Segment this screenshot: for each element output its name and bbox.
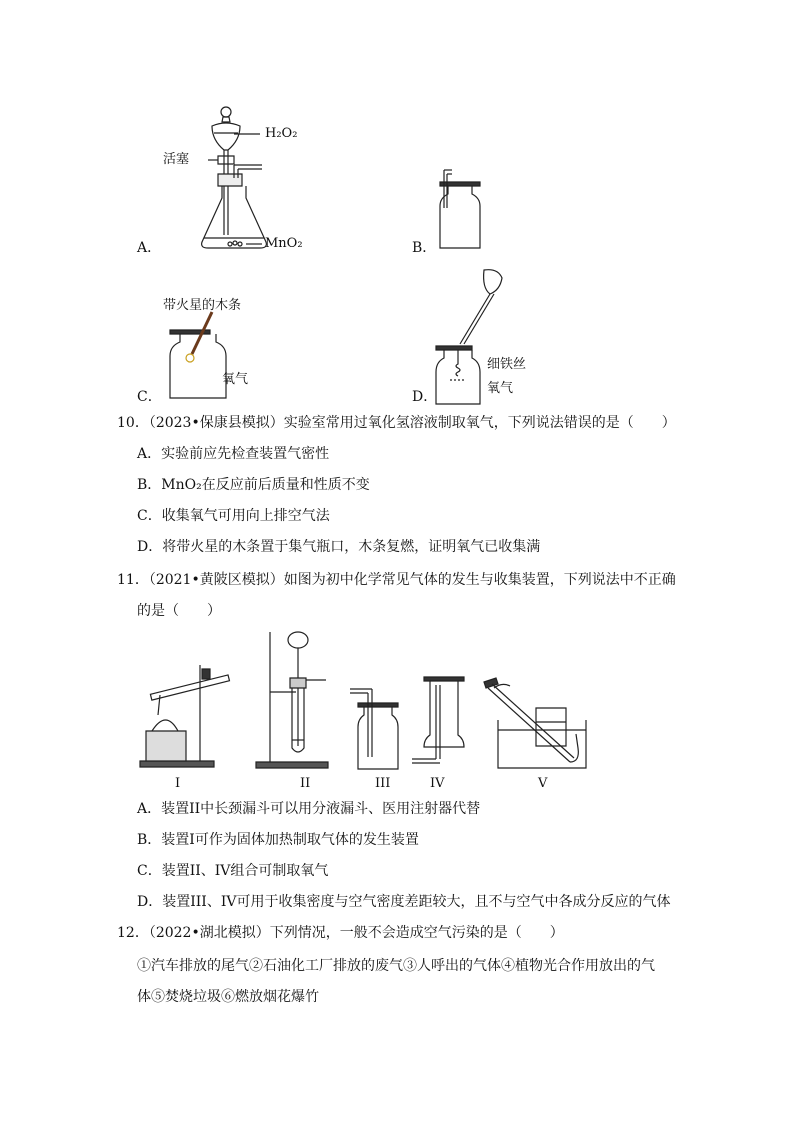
question-stem: 10．（2023•保康县模拟）实验室常用过氧化氢溶液制取氧气，下列说法错误的是（ ） — [117, 415, 676, 431]
option-c: C．收集氧气可用向上排空气法 — [137, 508, 330, 524]
statement-list-line-2: 体⑤焚烧垃圾⑥燃放烟花爆竹 — [137, 989, 319, 1005]
iron-wire-label: 细铁丝 — [487, 357, 527, 372]
apparatus-label-iv: IV — [430, 776, 445, 791]
mno2-label: MnO₂ — [265, 236, 303, 251]
option-b: B．装置I可作为固体加热制取气体的发生装置 — [137, 832, 419, 848]
option-letter-d: D． — [412, 389, 438, 405]
option-letter-a: A． — [137, 240, 162, 256]
apparatus-label-ii: II — [300, 776, 311, 791]
question-stem: 12．（2022•湖北模拟）下列情况，一般不会造成空气污染的是（ ） — [117, 925, 564, 941]
option-b: B．MnO₂在反应前后质量和性质不变 — [137, 477, 370, 493]
oxygen-label-c: 氧气 — [222, 372, 249, 387]
option-letter-b: B． — [412, 240, 437, 256]
option-letter-c: C． — [137, 389, 162, 405]
apparatus-iii-diagram — [346, 685, 406, 773]
splint-label: 带火星的木条 — [163, 298, 242, 313]
option-d: D．将带火星的木条置于集气瓶口，木条复燃，证明氧气已收集满 — [137, 539, 541, 555]
apparatus-label-iii: III — [375, 776, 391, 791]
option-a: A．装置II中长颈漏斗可以用分液漏斗、医用注射器代替 — [137, 801, 481, 817]
question-stem-continued: 的是（ ） — [137, 603, 221, 619]
option-d: D．装置III、IV可用于收集密度与空气密度差距较大，且不与空气中各成分反应的气体 — [137, 894, 671, 910]
splint-bottle-diagram — [168, 310, 248, 402]
gas-bottle-diagram — [430, 168, 490, 253]
option-a: A．实验前应先检查装置气密性 — [137, 446, 330, 462]
oxygen-label-d: 氧气 — [487, 381, 514, 396]
statement-list-line-1: ①汽车排放的尾气②石油化工厂排放的废气③人呼出的气体④植物光合作用放出的气 — [137, 958, 655, 974]
apparatus-i-diagram — [138, 655, 238, 773]
stopcock-label: 活塞 — [163, 152, 190, 167]
apparatus-v-diagram — [470, 678, 600, 773]
apparatus-label-v: V — [538, 776, 548, 791]
apparatus-ii-diagram — [254, 628, 344, 773]
apparatus-iv-diagram — [410, 675, 470, 773]
question-stem: 11．（2021•黄陂区模拟）如图为初中化学常见气体的发生与收集装置，下列说法中不正确 — [117, 572, 676, 588]
h2o2-label: H₂O₂ — [265, 126, 298, 141]
apparatus-label-i: I — [175, 776, 181, 791]
option-c: C．装置II、IV组合可制取氧气 — [137, 863, 329, 879]
